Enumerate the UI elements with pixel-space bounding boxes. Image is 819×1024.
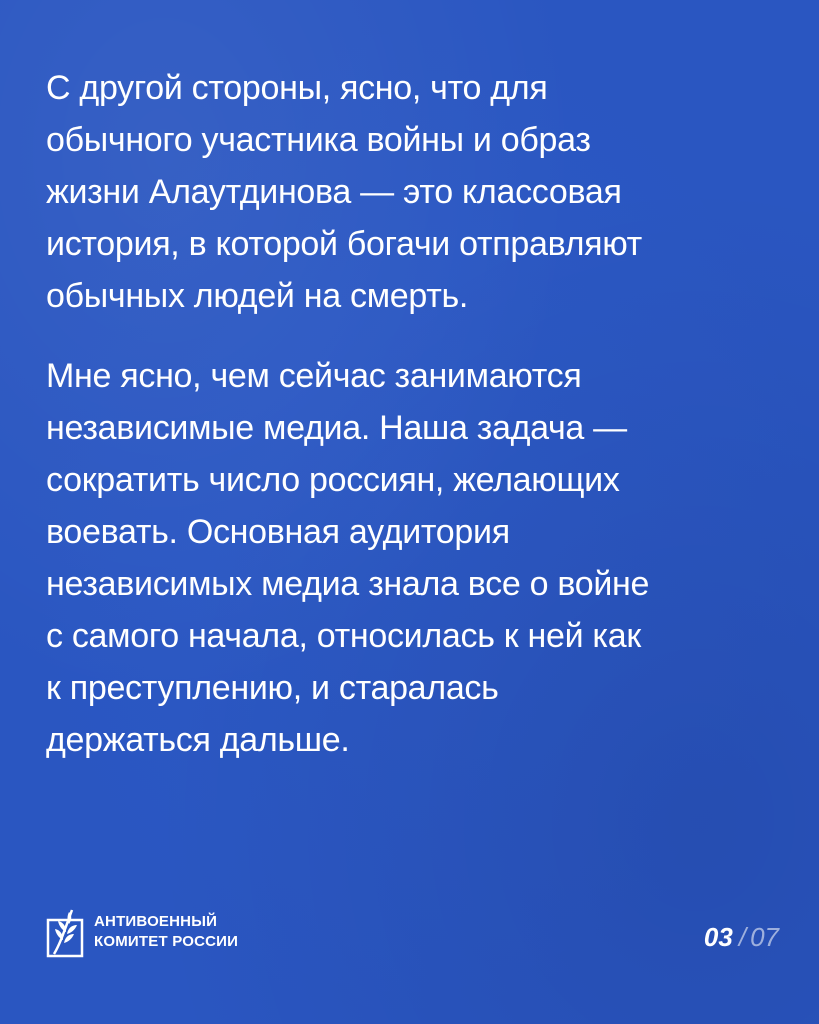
logo-text: [94, 912, 238, 952]
logo-line-1: АНТИВОЕННЫЙ: [94, 913, 218, 930]
logo-line-2: КОМИТЕТ РОССИИ: [94, 933, 239, 950]
current-page: 03: [703, 922, 733, 952]
organization-logo: [46, 906, 238, 958]
body-text: [46, 62, 776, 794]
paragraph-2: Мне ясно, чем сейчас занимаются независимые медиа. Наша задача — сократить число россиян, желающих воевать. Основная аудитория независимых медиа знала все о войне с самого начала, относилась к ней как к преступлению, и старалась держаться дальше.: [46, 357, 650, 759]
total-pages: 07: [750, 922, 779, 952]
wheat-ear-icon: [46, 906, 84, 958]
page-indicator: [704, 920, 779, 954]
page-separator: /: [738, 922, 747, 952]
paragraph-1: С другой стороны, ясно, что для обычного участника войны и образ жизни Алаутдинова — это классовая история, в которой богачи отправляют обычных людей на смерть.: [46, 69, 642, 315]
